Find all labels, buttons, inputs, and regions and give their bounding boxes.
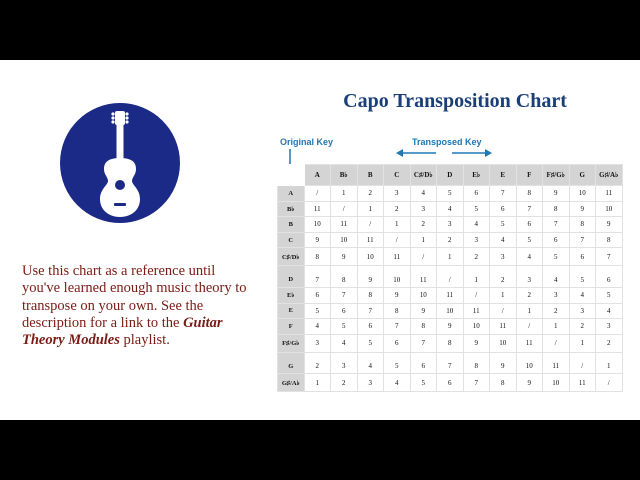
table-cell: 2	[569, 319, 596, 335]
table-cell: 3	[596, 319, 623, 335]
table-cell: 10	[304, 217, 331, 233]
table-cell: 6	[410, 352, 437, 374]
table-cell: 4	[437, 201, 464, 217]
table-cell: /	[331, 201, 358, 217]
table-cell: 2	[384, 201, 411, 217]
table-row	[278, 374, 623, 392]
table-cell: 2	[490, 266, 517, 288]
table-row	[278, 352, 623, 374]
table-cell: 6	[490, 201, 517, 217]
table-cell: 5	[410, 374, 437, 392]
column-header-g: G	[569, 165, 596, 186]
column-header-b: B	[357, 165, 384, 186]
table-cell: 4	[384, 374, 411, 392]
transposed-key-label: Transposed Key	[412, 137, 482, 147]
table-cell: 7	[490, 186, 517, 202]
column-header-g-sharp: G♯/A♭	[596, 165, 623, 186]
table-cell: /	[437, 266, 464, 288]
table-cell: 7	[596, 248, 623, 266]
table-cell: /	[410, 248, 437, 266]
table-cell: 8	[437, 334, 464, 352]
column-header-c-sharp: C♯/D♭	[410, 165, 437, 186]
table-cell: 5	[596, 287, 623, 303]
table-cell: 11	[490, 319, 517, 335]
table-cell: /	[490, 303, 517, 319]
table-cell: 3	[331, 352, 358, 374]
table-cell: 11	[304, 201, 331, 217]
table-cell: 10	[384, 266, 411, 288]
table-cell: 10	[410, 287, 437, 303]
table-cell: 7	[463, 374, 490, 392]
table-cell: 5	[437, 186, 464, 202]
table-cell: 6	[569, 248, 596, 266]
table-cell: 3	[384, 186, 411, 202]
table-cell: 4	[331, 334, 358, 352]
table-cell: 6	[463, 186, 490, 202]
table-cell: 2	[516, 287, 543, 303]
table-cell: 1	[304, 374, 331, 392]
column-header-b-flat: B♭	[331, 165, 358, 186]
table-cell: 6	[331, 303, 358, 319]
table-body	[278, 186, 623, 392]
table-cell: 10	[357, 248, 384, 266]
table-cell: 7	[410, 334, 437, 352]
column-header-d: D	[437, 165, 464, 186]
table-cell: /	[543, 334, 570, 352]
table-row	[278, 232, 623, 248]
table-cell: 9	[384, 287, 411, 303]
table-cell: 9	[437, 319, 464, 335]
table-cell: 11	[331, 217, 358, 233]
table-cell: /	[596, 374, 623, 392]
table-cell: 4	[463, 217, 490, 233]
table-cell: 4	[596, 303, 623, 319]
table-cell: 11	[437, 287, 464, 303]
table-cell: /	[384, 232, 411, 248]
table-cell: 4	[543, 266, 570, 288]
table-cell: 3	[543, 287, 570, 303]
table-cell: 5	[357, 334, 384, 352]
table-cell: /	[357, 217, 384, 233]
table-cell: 9	[410, 303, 437, 319]
table-cell: 8	[410, 319, 437, 335]
table-cell: 4	[516, 248, 543, 266]
table-cell: 3	[410, 201, 437, 217]
description-line-1: Use this chart as a reference until you've learned enough music theory to transpose on your own. See the description for a link to the	[22, 263, 247, 331]
table-cell: 8	[304, 248, 331, 266]
table-cell: 5	[569, 266, 596, 288]
row-header: G	[278, 352, 305, 374]
table-cell: 7	[304, 266, 331, 288]
table-corner	[278, 165, 305, 186]
table-cell: 10	[516, 352, 543, 374]
row-header: C	[278, 232, 305, 248]
table-cell: 2	[304, 352, 331, 374]
guitar-logo-icon	[60, 103, 180, 223]
table-cell: 4	[357, 352, 384, 374]
row-header: E	[278, 303, 305, 319]
table-cell: 1	[437, 248, 464, 266]
table-cell: 2	[437, 232, 464, 248]
table-row	[278, 248, 623, 266]
table-row	[278, 186, 623, 202]
table-cell: 4	[569, 287, 596, 303]
table-cell: 5	[543, 248, 570, 266]
table-cell: /	[463, 287, 490, 303]
column-header-a: A	[304, 165, 331, 186]
table-cell: 11	[410, 266, 437, 288]
row-header: D	[278, 266, 305, 288]
table-row	[278, 217, 623, 233]
table-cell: 2	[463, 248, 490, 266]
row-header: B	[278, 217, 305, 233]
table-cell: 8	[516, 186, 543, 202]
table-cell: 8	[463, 352, 490, 374]
table-cell: 8	[569, 217, 596, 233]
table-cell: 9	[516, 374, 543, 392]
table-cell: 6	[437, 374, 464, 392]
table-cell: 2	[410, 217, 437, 233]
table-cell: 2	[596, 334, 623, 352]
row-header: F	[278, 319, 305, 335]
table-cell: 1	[490, 287, 517, 303]
row-header: E♭	[278, 287, 305, 303]
table-cell: 9	[596, 217, 623, 233]
row-header: F♯/G♭	[278, 334, 305, 352]
column-header-c: C	[384, 165, 411, 186]
slide	[0, 60, 640, 420]
table-cell: 3	[357, 374, 384, 392]
table-cell: 7	[516, 201, 543, 217]
table-cell: 4	[410, 186, 437, 202]
original-key-label: Original Key	[280, 137, 334, 147]
table-cell: 9	[490, 352, 517, 374]
table-cell: 3	[516, 266, 543, 288]
table-cell: 7	[357, 303, 384, 319]
description-line-2: playlist.	[119, 332, 170, 349]
row-header: A	[278, 186, 305, 202]
table-row	[278, 319, 623, 335]
column-header-e: E	[490, 165, 517, 186]
table-cell: 10	[463, 319, 490, 335]
table-cell: 9	[463, 334, 490, 352]
table-cell: 3	[490, 248, 517, 266]
table-cell: 9	[357, 266, 384, 288]
table-cell: 11	[516, 334, 543, 352]
table-cell: 11	[357, 232, 384, 248]
row-header: C♯/D♭	[278, 248, 305, 266]
row-header: B♭	[278, 201, 305, 217]
transposition-table	[277, 164, 623, 392]
table-cell: 11	[569, 374, 596, 392]
table-cell: 5	[490, 217, 517, 233]
table-cell: 1	[516, 303, 543, 319]
table-cell: 7	[384, 319, 411, 335]
table-cell: 8	[543, 201, 570, 217]
table-cell: 7	[437, 352, 464, 374]
table-cell: 3	[569, 303, 596, 319]
table-cell: 11	[596, 186, 623, 202]
table-cell: 10	[596, 201, 623, 217]
table-cell: 3	[437, 217, 464, 233]
table-cell: 7	[331, 287, 358, 303]
table-cell: 6	[596, 266, 623, 288]
table-cell: /	[569, 352, 596, 374]
table-cell: 1	[543, 319, 570, 335]
table-cell: 6	[543, 232, 570, 248]
column-header-e-flat: E♭	[463, 165, 490, 186]
chart-title: Capo Transposition Chart	[343, 90, 567, 112]
column-header-row	[278, 165, 623, 186]
table-cell: 11	[384, 248, 411, 266]
table-cell: 6	[304, 287, 331, 303]
table-cell: 1	[463, 266, 490, 288]
table-cell: 10	[490, 334, 517, 352]
table-cell: 7	[569, 232, 596, 248]
table-cell: 5	[384, 352, 411, 374]
table-cell: 1	[331, 186, 358, 202]
table-cell: 8	[490, 374, 517, 392]
table-cell: 9	[331, 248, 358, 266]
table-cell: 8	[357, 287, 384, 303]
table-cell: 6	[357, 319, 384, 335]
row-header: G♯/A♭	[278, 374, 305, 392]
table-cell: 1	[410, 232, 437, 248]
table-cell: 1	[596, 352, 623, 374]
table-cell: 2	[331, 374, 358, 392]
table-cell: 10	[543, 374, 570, 392]
column-header-f: F	[516, 165, 543, 186]
table-cell: 10	[437, 303, 464, 319]
guitar-theory-modules-emphasis: Guitar Theory Modules	[22, 314, 223, 349]
table-cell: 5	[304, 303, 331, 319]
left-arrowhead-icon	[396, 149, 403, 157]
table-cell: 1	[384, 217, 411, 233]
table-cell: 10	[331, 232, 358, 248]
column-header-f-sharp: F♯/G♭	[543, 165, 570, 186]
table-row	[278, 334, 623, 352]
table-cell: 7	[543, 217, 570, 233]
table-cell: 8	[596, 232, 623, 248]
table-cell: 3	[463, 232, 490, 248]
table-cell: 4	[304, 319, 331, 335]
table-cell: 6	[516, 217, 543, 233]
table-cell: 5	[331, 319, 358, 335]
table-row	[278, 266, 623, 288]
table-cell: 6	[384, 334, 411, 352]
table-cell: /	[516, 319, 543, 335]
table-cell: 4	[490, 232, 517, 248]
table-cell: 5	[516, 232, 543, 248]
table-cell: /	[304, 186, 331, 202]
table-cell: 1	[569, 334, 596, 352]
description-text	[22, 263, 252, 349]
table-cell: 5	[463, 201, 490, 217]
table-cell: 8	[384, 303, 411, 319]
table-cell: 2	[543, 303, 570, 319]
table-row	[278, 201, 623, 217]
table-cell: 9	[304, 232, 331, 248]
table-cell: 10	[569, 186, 596, 202]
table-cell: 9	[543, 186, 570, 202]
table-cell: 8	[331, 266, 358, 288]
table-cell: 2	[357, 186, 384, 202]
table-cell: 11	[543, 352, 570, 374]
right-arrowhead-icon	[485, 149, 492, 157]
table-row	[278, 303, 623, 319]
table-cell: 1	[357, 201, 384, 217]
table-cell: 9	[569, 201, 596, 217]
table-row	[278, 287, 623, 303]
table-cell: 3	[304, 334, 331, 352]
table-cell: 11	[463, 303, 490, 319]
